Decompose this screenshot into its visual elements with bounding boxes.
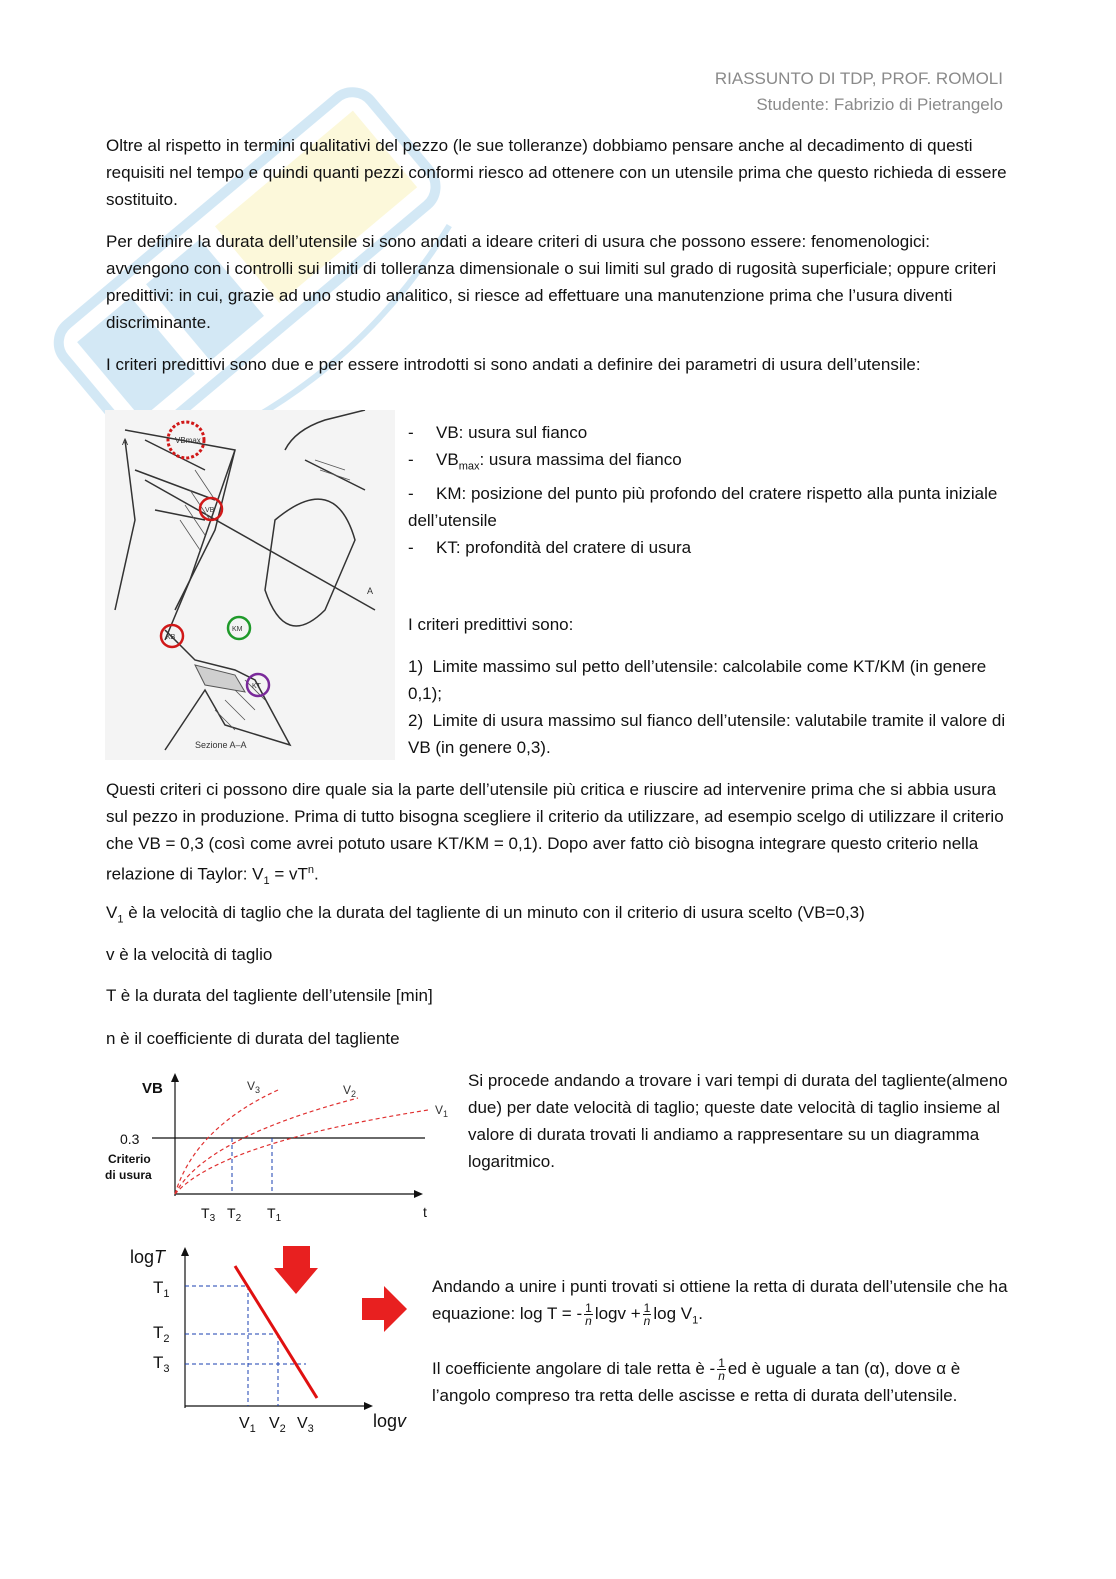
paragraph-intro: Oltre al rispetto in termini qualitativi del pezzo (le sue tolleranze) dobbiamo pensare anche al decadimento di questi requisiti nel tempo e quindi quanti pezzi conformi riesco ad ottenere con un utensile prima che questo richieda di essere sostituito. — [106, 136, 1007, 209]
definition-n: n è il coefficiente di durata del tagliente — [106, 1029, 400, 1048]
label-km: KM — [232, 626, 243, 633]
list-item: 2) Limite di usura massimo sul fianco dell’utensile: valutabile tramite il valore di VB (in genere 0,3). — [408, 711, 1006, 757]
label-section-a-bottom: A — [367, 586, 374, 596]
tool-life-line — [235, 1266, 317, 1398]
figure-caption: Sezione A–A — [195, 740, 247, 750]
definition-v: v è la velocità di taglio — [106, 945, 273, 964]
series-label-v2: $V_2$ — [343, 1083, 357, 1099]
fraction-1-n: $\frac{1}{n}$ — [585, 1301, 592, 1329]
y-tick-t3: $T_3$ — [153, 1353, 170, 1375]
x-axis-label: logv — [373, 1411, 407, 1431]
list-item: - VB: usura sul fianco — [408, 423, 588, 442]
x-tick-t1: $T_1$ — [267, 1205, 282, 1224]
wear-parameter-list — [408, 419, 1013, 561]
x-tick-t2: $T_2$ — [227, 1205, 242, 1224]
tool-wear-figure — [105, 410, 395, 760]
threshold-value: 0.3 — [120, 1131, 140, 1147]
definition-t: T è la durata del tagliente dell’utensile [min] — [106, 986, 433, 1005]
fraction-1-n: $\frac{1}{n}$ — [718, 1356, 725, 1384]
definition-v1: $V_1$ è la velocità di taglio che la durata del tagliente di un minuto con il criterio di usura scelto (VB=0,3) — [106, 903, 865, 926]
y-tick-t2: $T_2$ — [153, 1323, 170, 1345]
x-tick-v2: $V_2$ — [269, 1415, 286, 1435]
fraction-1-n: $\frac{1}{n}$ — [643, 1301, 651, 1329]
y-axis-label: VB — [142, 1080, 163, 1097]
criteria-list — [408, 653, 1013, 761]
criteria-title: I criteri predittivi sono: — [408, 615, 574, 634]
series-label-v3: $V_3$ — [247, 1079, 261, 1095]
label-kb: KB — [166, 634, 176, 641]
label-section-a-top: A — [122, 437, 129, 447]
series-v2-curve — [175, 1098, 358, 1194]
document-header — [715, 66, 1003, 118]
list-item: - KT: profondità del cratere di usura — [408, 538, 692, 558]
label-vbmax: VBmax — [175, 436, 201, 445]
paragraph-predictive-intro: I criteri predittivi sono due e per essere introdotti si sono andati a definire dei parametri di usura dell’utensile: — [106, 355, 921, 374]
paragraph-tool-life-equation: Andando a unire i punti trovati si ottiene la retta di durata dell’utensile che ha equazione: log T = - $\frac{1}{n}$ logv + $\frac{1}{n}$ $\log V_1$. — [432, 1277, 1008, 1329]
list-item: - $VB_{max}$: usura massima del fianco — [408, 450, 682, 473]
paragraph-procedure: Si procede andando a trovare i vari tempi di durata del tagliente(almeno due) per date velocità di taglio; queste date velocità di taglio insieme al valore di durata trovati li andiamo a rappresentare su un diagramma logaritmico. — [468, 1071, 1008, 1171]
paragraph-criteria-definition: Per definire la durata dell’utensile si sono andati a ideare criteri di usura che possono essere: fenomenologici: avvengono con i controlli sui limiti di tolleranza dimensionale o sui limiti sul grado di rugosità superficiale; oppure criteri predittivi: in cui, grazie ad uno studio analitico, si riesce ad effettuare una manutenzione prima che l’usura diventi discriminante. — [106, 232, 997, 332]
header-course: RIASSUNTO DI TDP, PROF. ROMOLI — [714, 69, 1003, 88]
y-axis-label: logT — [130, 1247, 166, 1267]
right-arrow-icon — [362, 1284, 408, 1334]
paragraph-taylor: Questi criteri ci possono dire quale sia la parte dell’utensile più critica e riuscire ad intervenire prima che si abbia usura sul pezzo in produzione. Prima di tutto bisogna scegliere il criterio da utilizzare, ad esempio scelgo di utilizzare il criterio che VB = 0,3 (così come avrei potuto usare KT/KM = 0,1). Dopo aver fatto ciò bisogna integrare questo criterio nella relazione di Taylor: $V_1 = vT^n$. — [106, 780, 1004, 888]
paragraph-slope: Il coefficiente angolare di tale retta è - $\frac{1}{n}$ ed è uguale a tan (α), dove α è l’angolo compreso tra retta delle ascisse e retta di durata dell’utensile. — [432, 1356, 961, 1406]
wear-vs-time-chart — [100, 1068, 450, 1228]
x-axis-label: t — [423, 1204, 427, 1220]
down-arrow-icon — [274, 1246, 318, 1294]
header-student: Studente: Fabrizio di Pietrangelo — [756, 95, 1003, 114]
y-tick-t1: $T_1$ — [153, 1278, 170, 1300]
series-v1-curve — [175, 1110, 428, 1194]
threshold-label-2: di usura — [105, 1168, 152, 1182]
threshold-label-1: Criterio — [108, 1152, 151, 1166]
x-tick-t3: $T_3$ — [201, 1205, 216, 1224]
log-log-chart — [120, 1238, 420, 1443]
label-kt: KT — [252, 683, 261, 690]
series-v3-curve — [175, 1090, 278, 1194]
list-item: 1) Limite massimo sul petto dell’utensile: calcolabile come KT/KM (in genere 0,1); — [408, 657, 987, 703]
x-tick-v1: $V_1$ — [239, 1415, 256, 1435]
list-item: - KM: posizione del punto più profondo del cratere rispetto alla punta iniziale dell’utensile — [408, 484, 998, 531]
label-vb: VB — [205, 507, 215, 514]
x-tick-v3: $V_3$ — [297, 1415, 314, 1435]
series-label-v1: $V_1$ — [435, 1103, 449, 1119]
